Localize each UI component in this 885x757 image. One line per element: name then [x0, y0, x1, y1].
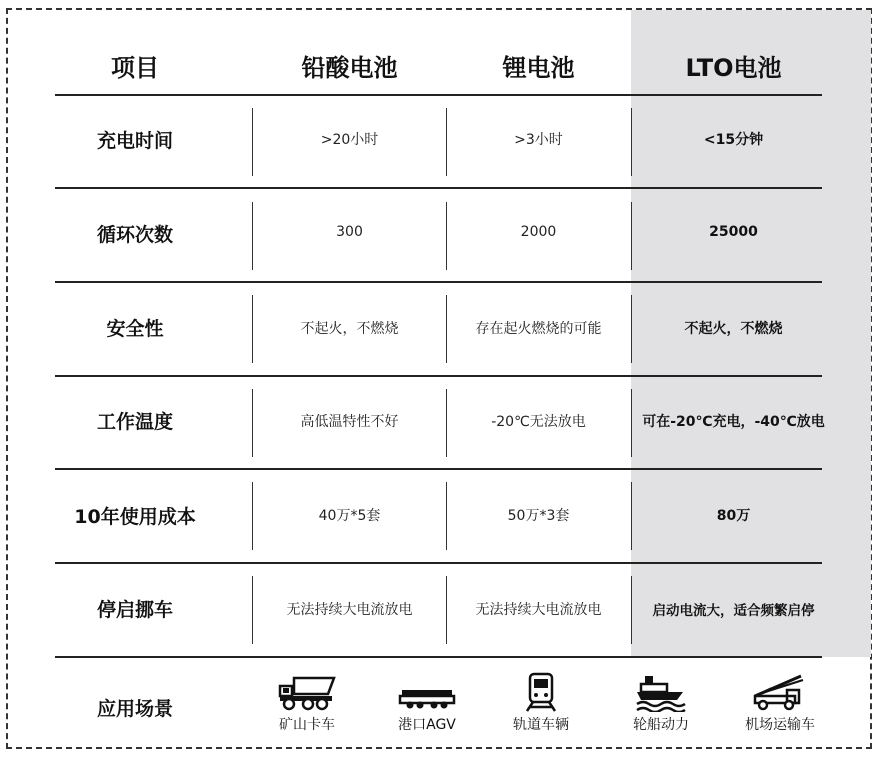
cell-lto: 不起火，不燃烧 [684, 321, 783, 337]
rule-header [55, 94, 822, 96]
rule-row4 [55, 468, 822, 470]
scene-label: 港口AGV [398, 717, 456, 733]
cell-lead: 不起火，不燃烧 [300, 321, 399, 337]
cell-lithium: >3小时 [514, 132, 563, 148]
scene-port-agv [372, 672, 482, 734]
scene-label: 矿山卡车 [279, 717, 335, 733]
cell-lithium: 2000 [520, 224, 557, 240]
row-label: 10年使用成本 [74, 506, 196, 528]
cell-lithium: 存在起火燃烧的可能 [475, 321, 602, 337]
cell-lithium: 无法持续大电流放电 [475, 602, 602, 618]
header-lithium: 锂电池 [502, 54, 575, 82]
row-label: 停启挪车 [96, 599, 173, 621]
cell-lto: 25000 [709, 224, 758, 240]
rule-row1 [55, 187, 822, 189]
rule-row5 [55, 562, 822, 564]
row-label: 循环次数 [96, 224, 173, 246]
cell-lto: 可在-20℃充电，-40℃放电 [642, 414, 825, 430]
cell-lithium: -20℃无法放电 [491, 414, 586, 430]
port-agv-icon [396, 672, 458, 712]
ship-icon [633, 672, 689, 712]
rail-train-icon [521, 672, 561, 712]
row-label: 工作温度 [96, 411, 173, 433]
cell-lead: 40万*5套 [318, 508, 381, 524]
scene-label: 机场运输车 [745, 717, 815, 733]
scene-ship [606, 672, 716, 734]
cell-lead: 无法持续大电流放电 [286, 602, 413, 618]
scene-mining-truck [252, 672, 362, 734]
cell-lithium: 50万*3套 [507, 508, 570, 524]
cell-lto: 启动电流大，适合频繁启停 [652, 603, 815, 619]
cell-lead: 300 [336, 224, 363, 240]
row-label: 充电时间 [96, 130, 173, 152]
scene-label: 轮船动力 [633, 717, 689, 733]
cell-lto: <15分钟 [703, 132, 764, 148]
rule-row2 [55, 281, 822, 283]
cell-lead: >20小时 [320, 132, 379, 148]
row-label: 安全性 [106, 318, 164, 340]
header-lead-acid: 铅酸电池 [301, 54, 398, 82]
rule-row3 [55, 375, 822, 377]
cell-lead: 高低温特性不好 [300, 414, 399, 430]
scene-rail [486, 672, 596, 734]
rule-row6 [55, 656, 822, 658]
header-item: 项目 [111, 54, 159, 82]
scene-airport [725, 672, 835, 734]
header-lto: LTO电池 [685, 54, 782, 82]
applications-label: 应用场景 [96, 698, 173, 720]
scene-label: 轨道车辆 [513, 717, 569, 733]
mining-truck-icon [276, 672, 338, 712]
airport-vehicle-icon [749, 672, 811, 712]
cell-lto: 80万 [716, 508, 751, 524]
